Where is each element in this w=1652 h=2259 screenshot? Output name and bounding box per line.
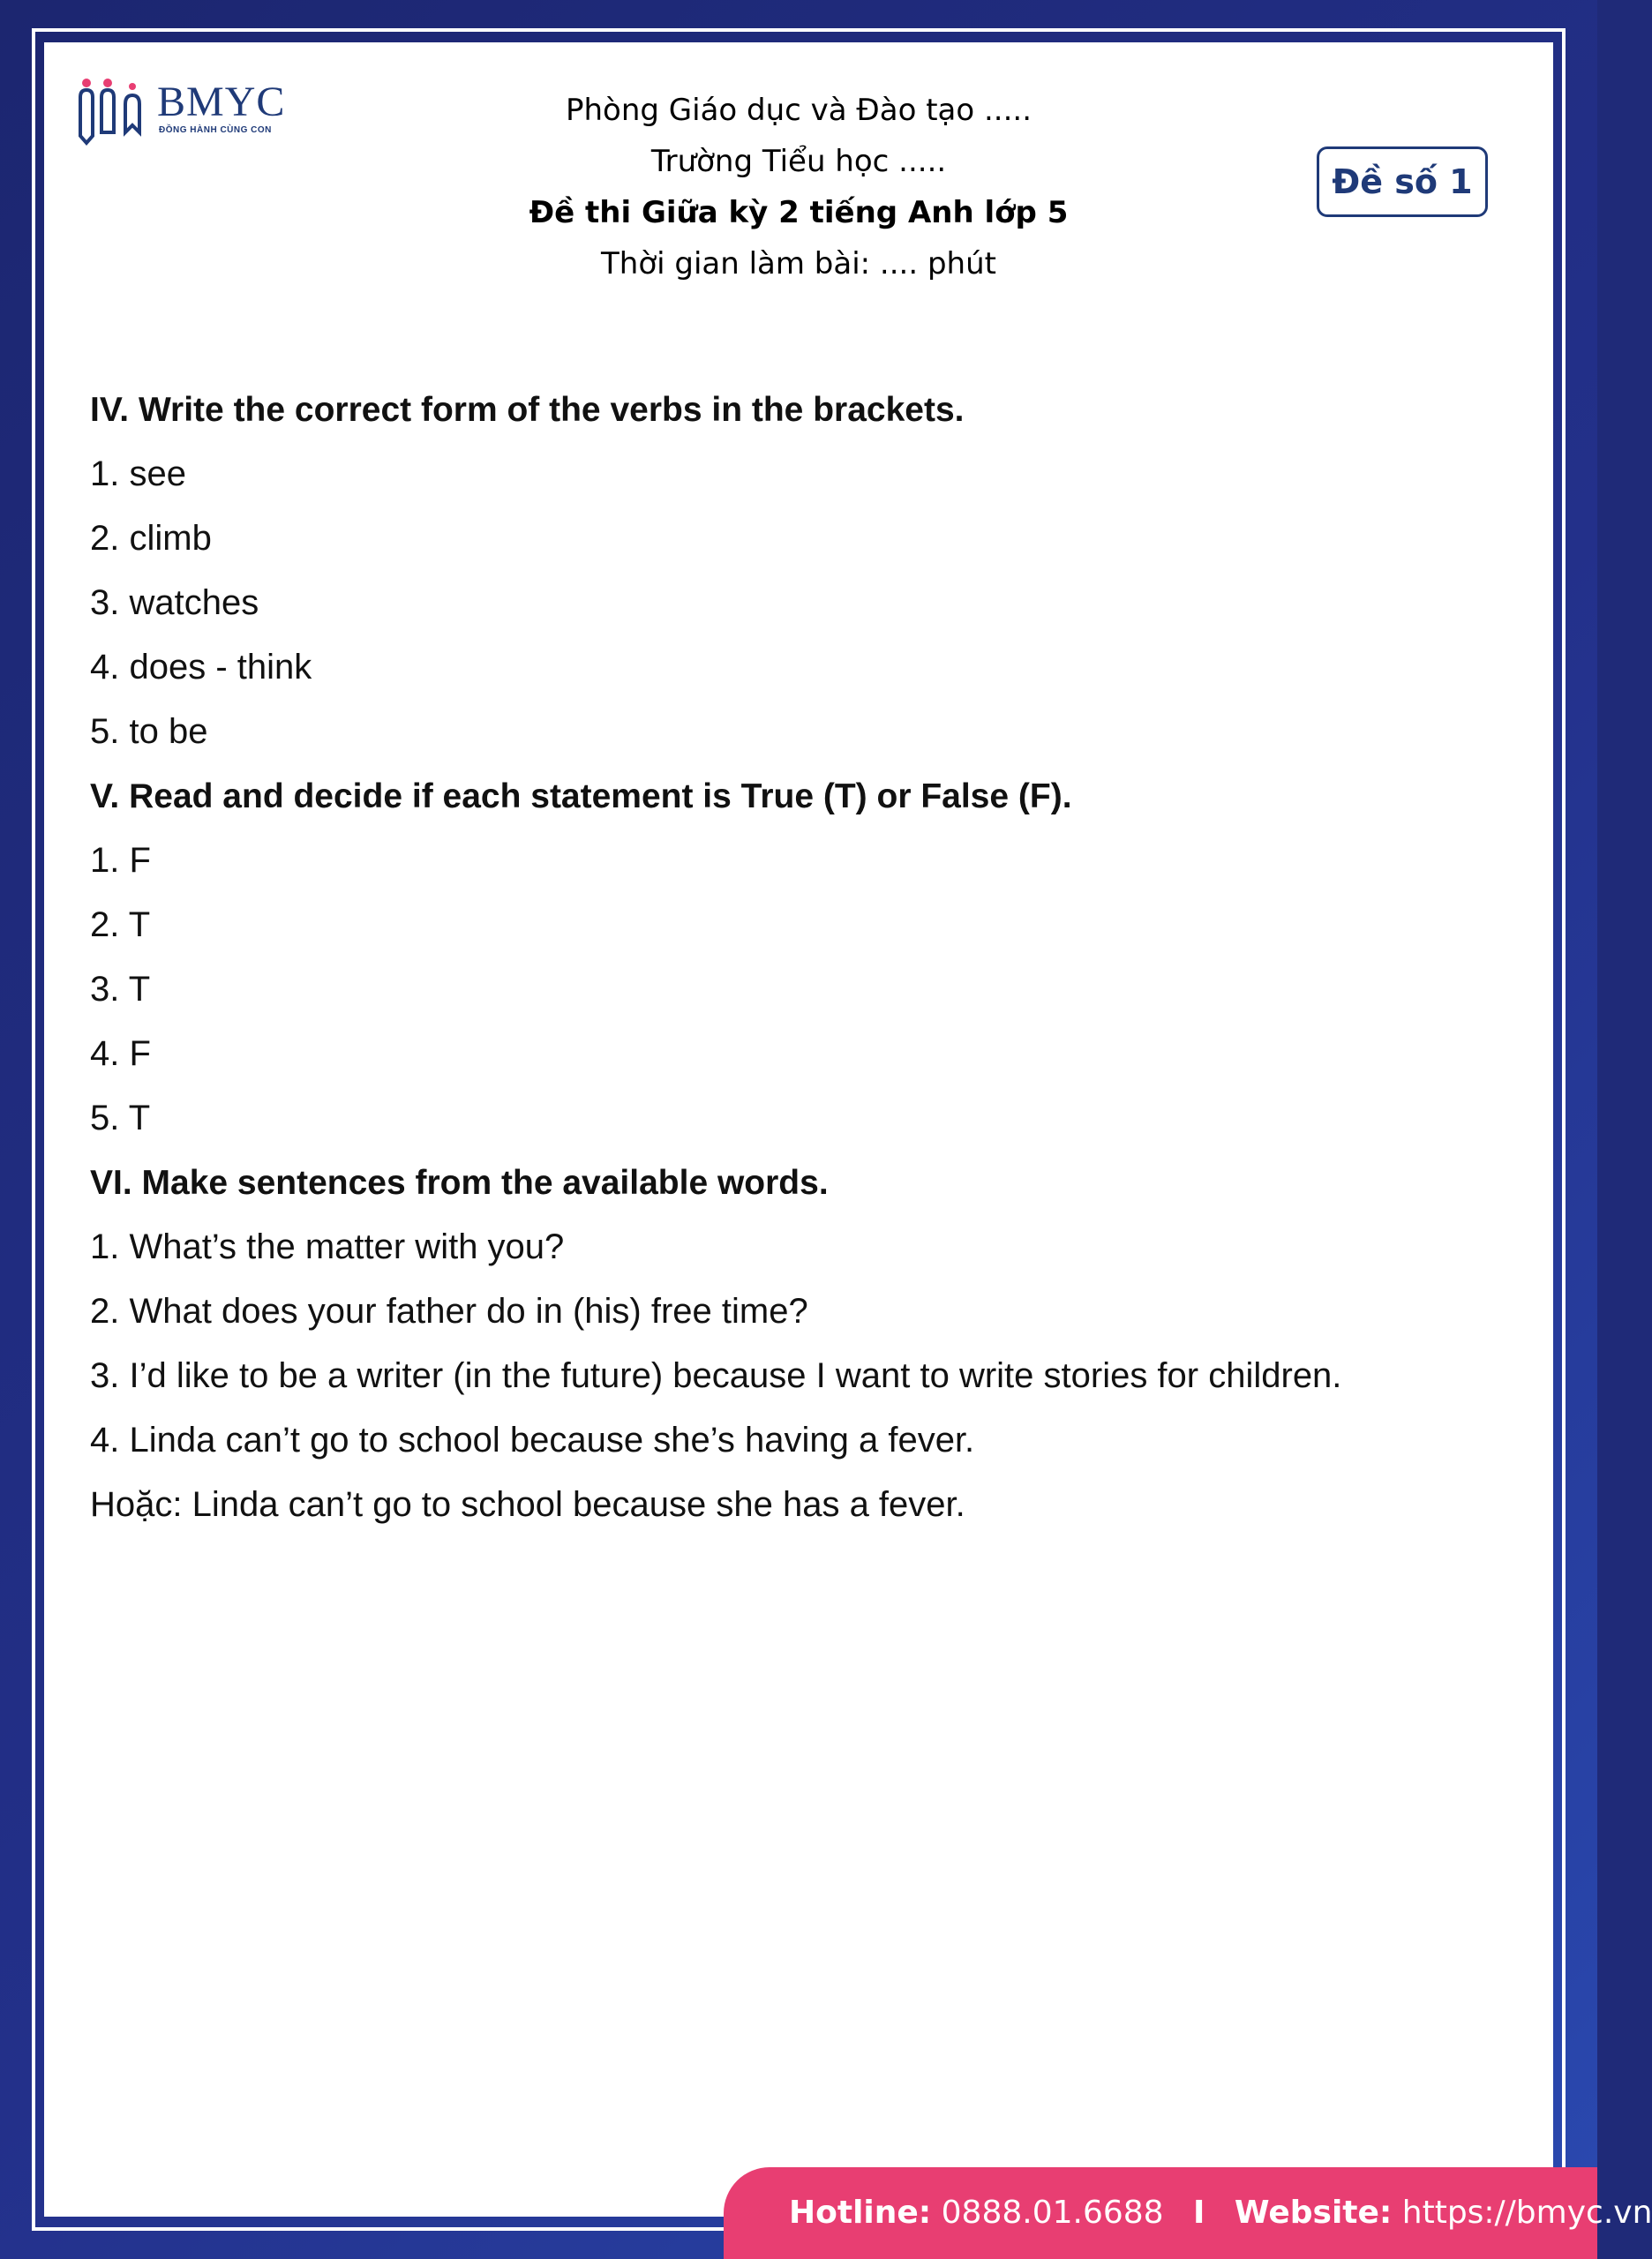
footer-separator: I — [1193, 2195, 1205, 2231]
header-school: Trường Tiểu học ..... — [650, 144, 947, 179]
brand-tagline: ĐỒNG HÀNH CÙNG CON — [159, 125, 272, 135]
answer-item: Hoặc: Linda can’t go to school because she has a fever. — [90, 1485, 965, 1524]
family-logo-icon — [78, 74, 154, 145]
hotline-label: Hotline: — [789, 2195, 932, 2231]
header-exam-title: Đề thi Giữa kỳ 2 tiếng Anh lớp 5 — [529, 195, 1069, 230]
header-department: Phòng Giáo dục và Đào tạo ..... — [565, 93, 1032, 128]
exam-header — [441, 85, 1156, 289]
answer-item: 1. What’s the matter with you? — [90, 1227, 565, 1266]
answer-item: 5. to be — [90, 712, 208, 751]
website-link[interactable]: https://bmyc.vn — [1401, 2195, 1652, 2231]
section-title: VI. Make sentences from the available words. — [90, 1164, 829, 1202]
exam-number-badge: Đề số 1 — [1317, 146, 1488, 217]
website-label: Website: — [1234, 2195, 1393, 2231]
answer-item: 4. does - think — [90, 648, 312, 687]
brand-name: BMYC — [157, 79, 286, 125]
section-title: V. Read and decide if each statement is True (T) or False (F). — [90, 777, 1072, 815]
answer-item: 5. T — [90, 1099, 151, 1137]
bmyc-logo — [78, 74, 307, 145]
answer-item: 1. see — [90, 454, 186, 493]
hotline-number[interactable]: 0888.01.6688 — [941, 2195, 1164, 2231]
answer-item: 2. What does your father do in (his) free time? — [90, 1292, 808, 1331]
section-title: IV. Write the correct form of the verbs in the brackets. — [90, 391, 965, 429]
answer-item: 2. climb — [90, 519, 212, 558]
contact-footer — [724, 2167, 1652, 2259]
answer-item: 2. T — [90, 905, 151, 944]
answer-item: 3. T — [90, 970, 151, 1009]
answer-item: 4. Linda can’t go to school because she’s having a fever. — [90, 1421, 975, 1460]
answer-item: 3. watches — [90, 583, 259, 622]
answer-item: 4. F — [90, 1034, 151, 1073]
answer-content — [90, 378, 1502, 1537]
header-duration: Thời gian làm bài: .... phút — [601, 246, 996, 281]
answer-item: 1. F — [90, 841, 151, 880]
answer-item: 3. I’d like to be a writer (in the future) because I want to write stories for children. — [90, 1356, 1342, 1395]
